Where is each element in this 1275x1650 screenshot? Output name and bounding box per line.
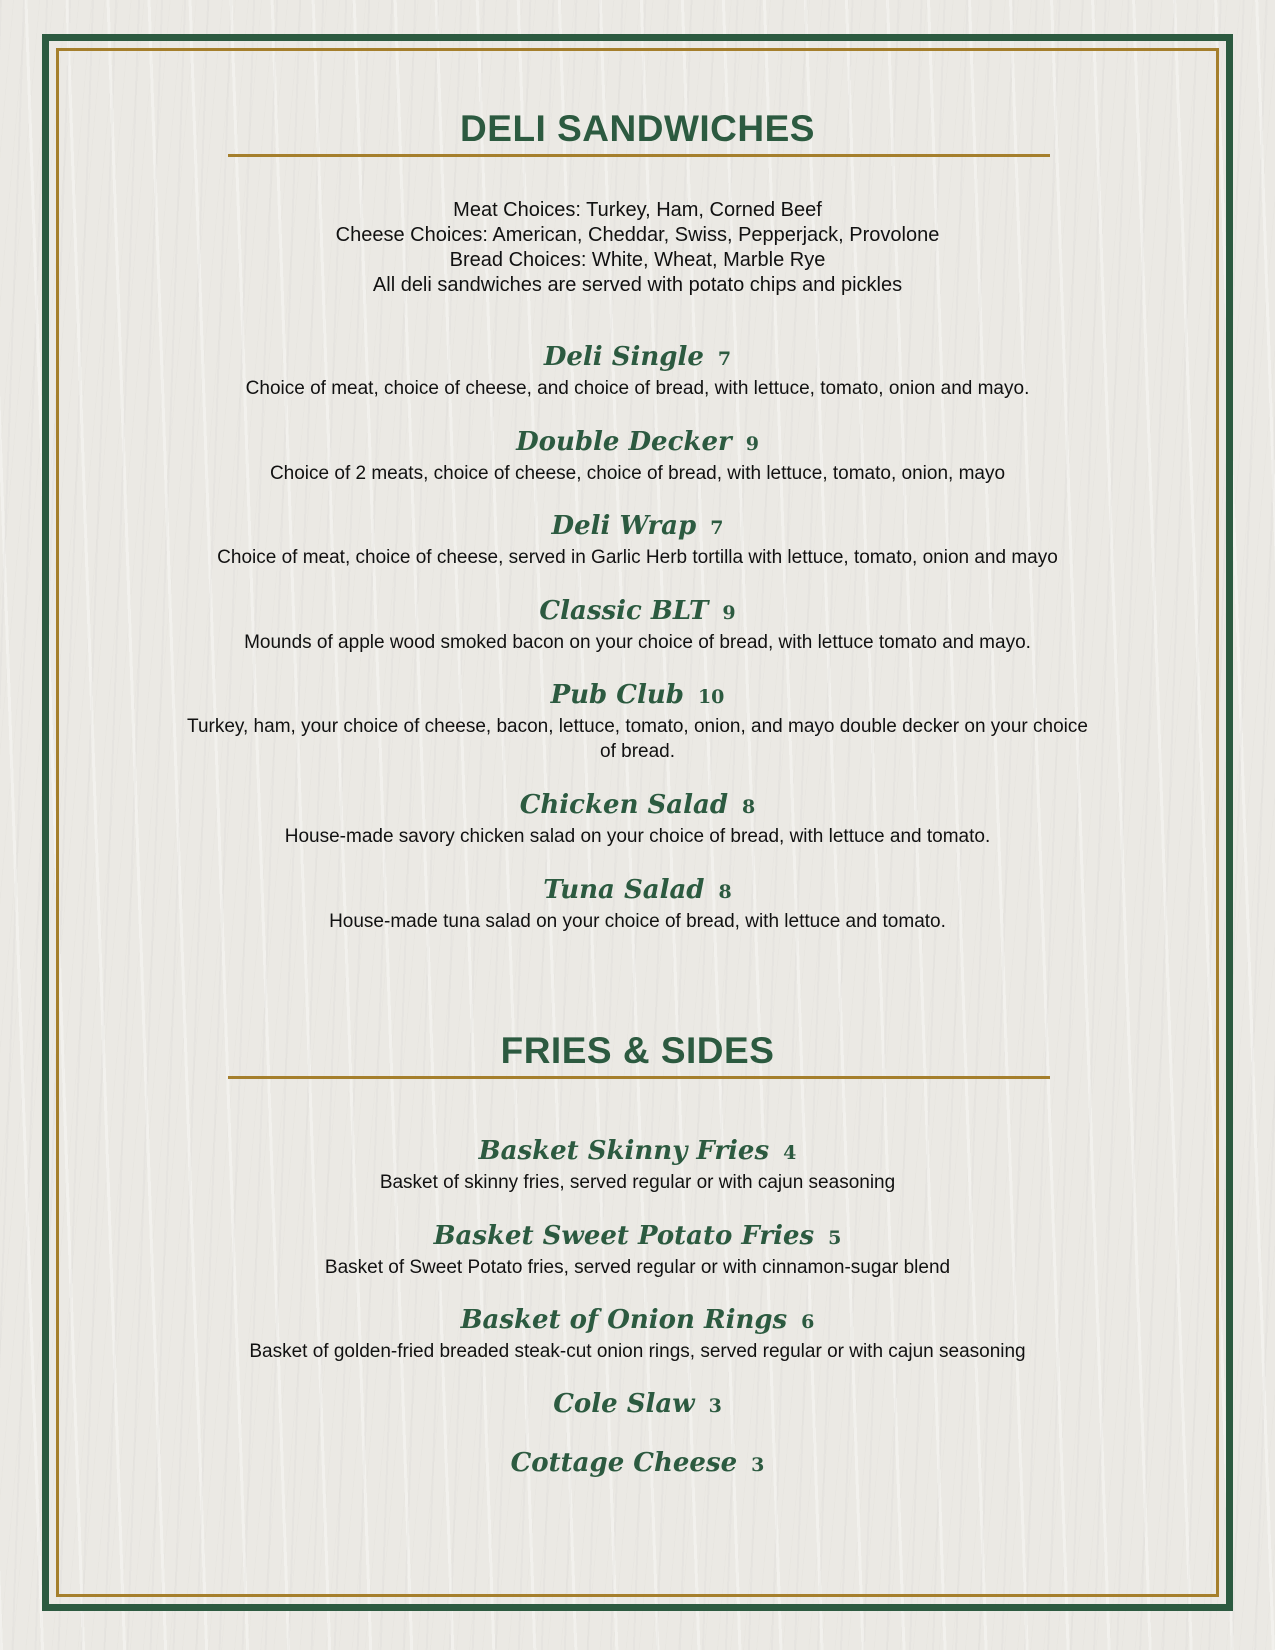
item-name: Cole Slaw xyxy=(553,1389,695,1419)
item-description: House-made savory chicken salad on your choice of bread, with lettuce and tomato. xyxy=(284,826,991,847)
menu-item-chicken-salad xyxy=(180,788,1095,849)
item-name: Classic BLT xyxy=(539,596,709,626)
menu-item-cottage-cheese xyxy=(180,1446,1095,1480)
item-price: 7 xyxy=(710,517,724,539)
menu-item-basket-sweet-potato-fries xyxy=(180,1219,1095,1280)
section-title-fries-sides: FRIES & SIDES xyxy=(500,1030,775,1071)
menu-item-double-decker xyxy=(180,425,1095,486)
item-price: 7 xyxy=(717,348,732,370)
item-name: Cottage Cheese xyxy=(510,1448,738,1478)
item-description: Choice of 2 meats, choice of cheese, choice of bread, with lettuce, tomato, onion, mayo xyxy=(269,463,1006,484)
item-description: Basket of skinny fries, served regular or with cajun seasoning xyxy=(379,1172,896,1193)
item-name: Chicken Salad xyxy=(519,790,729,820)
item-price: 10 xyxy=(697,686,725,708)
item-name: Pub Club xyxy=(550,680,684,710)
item-price: 5 xyxy=(828,1227,842,1249)
served-with-text: All deli sandwiches are served with potato chips and pickles xyxy=(372,274,903,296)
item-name: Tuna Salad xyxy=(543,875,705,905)
item-price: 3 xyxy=(708,1395,722,1417)
item-price: 9 xyxy=(722,602,736,624)
menu-item-cole-slaw xyxy=(180,1387,1095,1421)
item-name: Basket of Onion Rings xyxy=(460,1305,788,1335)
item-price: 6 xyxy=(801,1311,815,1333)
item-price: 4 xyxy=(783,1142,797,1164)
item-description: Basket of Sweet Potato fries, served regular or with cinnamon-sugar blend xyxy=(324,1257,951,1278)
menu-item-pub-club xyxy=(180,678,1095,764)
menu-item-basket-onion-rings xyxy=(180,1303,1095,1364)
section-divider xyxy=(228,1076,1050,1079)
item-name: Double Decker xyxy=(516,427,732,457)
deli-intro xyxy=(0,198,1275,298)
item-name: Deli Wrap xyxy=(551,511,697,541)
menu-item-tuna-salad xyxy=(180,873,1095,934)
item-price: 8 xyxy=(718,881,732,903)
item-price: 3 xyxy=(751,1454,765,1476)
item-description: Turkey, ham, your choice of cheese, bacon, lettuce, tomato, onion, and mayo double decker on your choice of bread. xyxy=(187,716,1088,762)
menu-item-deli-single xyxy=(180,340,1095,401)
menu-item-basket-skinny-fries xyxy=(180,1134,1095,1195)
menu-item-classic-blt xyxy=(180,594,1095,655)
item-description: Choice of meat, choice of cheese, served in Garlic Herb tortilla with lettuce, tomato, onion and mayo xyxy=(217,547,1058,568)
meat-choices-text: Meat Choices: Turkey, Ham, Corned Beef xyxy=(453,199,822,221)
item-name: Basket Skinny Fries xyxy=(478,1136,770,1166)
item-name: Basket Sweet Potato Fries xyxy=(433,1221,815,1251)
cheese-choices-text: Cheese Choices: American, Cheddar, Swiss, Pepperjack, Provolone xyxy=(335,224,940,246)
section-divider xyxy=(228,154,1050,157)
item-description: Basket of golden-fried breaded steak-cut onion rings, served regular or with cajun seasoning xyxy=(249,1341,1026,1362)
item-description: Choice of meat, choice of cheese, and choice of bread, with lettuce, tomato, onion and mayo. xyxy=(245,378,1030,399)
section-title-deli-sandwiches: DELI SANDWICHES xyxy=(460,108,815,149)
item-description: Mounds of apple wood smoked bacon on your choice of bread, with lettuce tomato and mayo. xyxy=(244,632,1031,653)
menu-item-deli-wrap xyxy=(180,509,1095,570)
item-description: House-made tuna salad on your choice of bread, with lettuce and tomato. xyxy=(329,911,946,932)
item-price: 9 xyxy=(745,433,759,455)
item-price: 8 xyxy=(742,796,756,818)
item-name: Deli Single xyxy=(543,342,704,372)
bread-choices-text: Bread Choices: White, Wheat, Marble Rye xyxy=(449,249,826,271)
